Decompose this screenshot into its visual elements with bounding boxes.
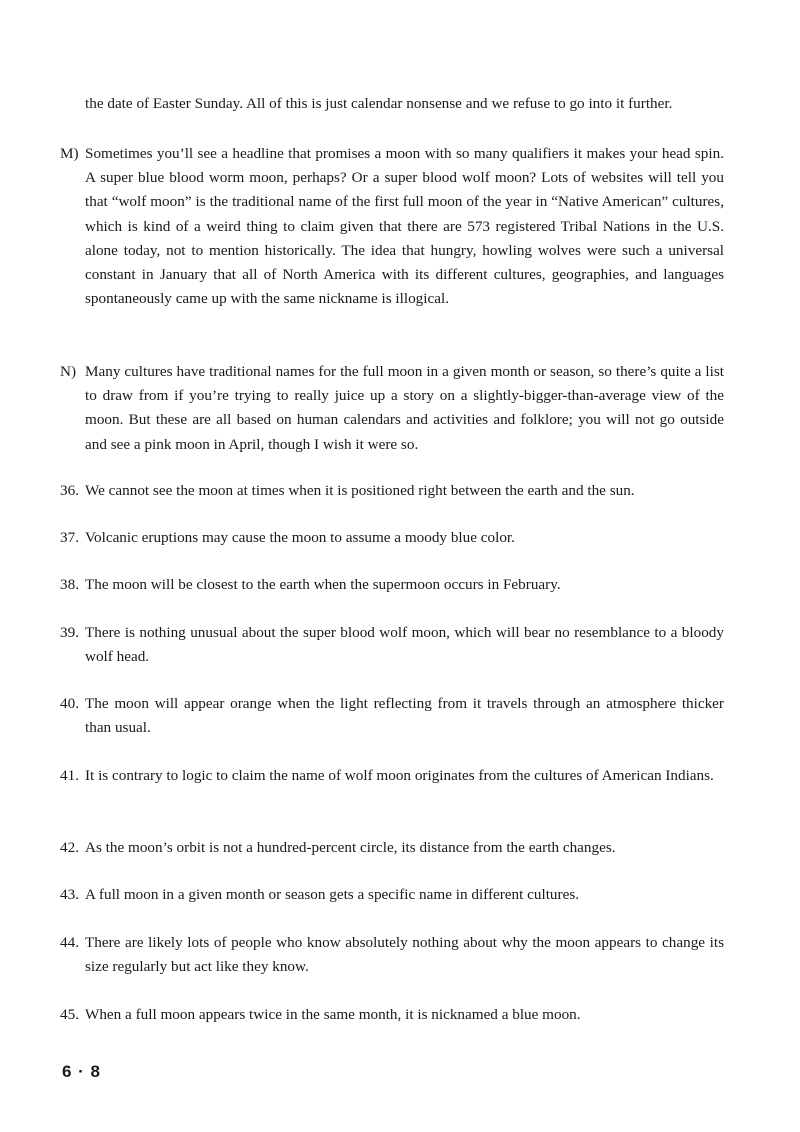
statement-number: 44.	[60, 934, 79, 951]
statement-43	[60, 883, 724, 907]
passage-label: M)	[60, 145, 79, 162]
statement-36	[60, 479, 724, 503]
statement-41	[60, 764, 724, 788]
statement-39	[60, 621, 724, 669]
passage-m	[60, 142, 724, 311]
statement-number: 38.	[60, 576, 79, 593]
statement-number: 37.	[60, 529, 79, 546]
page-number: 6 · 8	[62, 1062, 102, 1081]
statement-text: A full moon in a given month or season gets a specific name in different cultures.	[85, 886, 580, 903]
statement-text: As the moon’s orbit is not a hundred-percent circle, its distance from the earth changes.	[85, 839, 616, 856]
statement-38	[60, 573, 724, 597]
statement-40	[60, 692, 724, 740]
statement-number: 36.	[60, 482, 79, 499]
statement-text: The moon will appear orange when the light reflecting from it travels through an atmosphere thicker than usual.	[85, 695, 724, 737]
statement-number: 39.	[60, 624, 79, 641]
statement-number: 45.	[60, 1006, 79, 1023]
statement-text: It is contrary to logic to claim the name of wolf moon originates from the cultures of American Indians.	[85, 767, 714, 784]
passage-text: Sometimes you’ll see a headline that promises a moon with so many qualifiers it makes your head spin. A super blue blood worm moon, perhaps? Or a super blood wolf moon? Lots of websites will tell you that “wolf moon” is the traditional name of the first full moon of the year in “Native American” cultures, which is kind of a weird thing to claim given that there are 573 registered Tribal Nations in the U.S. alone today, not to mention historically. The idea that hungry, howling wolves were such a universal constant in January that all of North America with its different cultures, geographies, and languages spontaneously came up with the same nickname is illogical.	[85, 145, 724, 308]
statement-text: Volcanic eruptions may cause the moon to assume a moody blue color.	[85, 529, 515, 546]
statement-text: There is nothing unusual about the super blood wolf moon, which will bear no resemblance to a bloody wolf head.	[85, 624, 724, 666]
statement-42	[60, 836, 724, 860]
statement-45	[60, 1003, 724, 1027]
statement-number: 43.	[60, 886, 79, 903]
statement-44	[60, 931, 724, 979]
passage-label: N)	[60, 363, 77, 380]
statement-text: The moon will be closest to the earth when the supermoon occurs in February.	[85, 576, 561, 593]
statement-37	[60, 526, 724, 550]
statement-number: 40.	[60, 695, 79, 712]
statement-text: When a full moon appears twice in the same month, it is nicknamed a blue moon.	[85, 1006, 581, 1023]
passage-continuation: the date of Easter Sunday. All of this is just calendar nonsense and we refuse to go into it further.	[85, 95, 673, 112]
statement-text: There are likely lots of people who know absolutely nothing about why the moon appears to change its size regularly but act like they know.	[85, 934, 724, 976]
passage-text: Many cultures have traditional names for the full moon in a given month or season, so there’s quite a list to draw from if you’re trying to really juice up a story on a slightly-bigger-than-average view of the moon. But these are all based on human calendars and activities and folklore; you will not go outside and see a pink moon in April, though I wish it were so.	[85, 363, 724, 453]
statement-number: 42.	[60, 839, 79, 856]
statement-number: 41.	[60, 767, 79, 784]
statement-text: We cannot see the moon at times when it is positioned right between the earth and the sun.	[85, 482, 635, 499]
passage-n	[60, 360, 724, 457]
